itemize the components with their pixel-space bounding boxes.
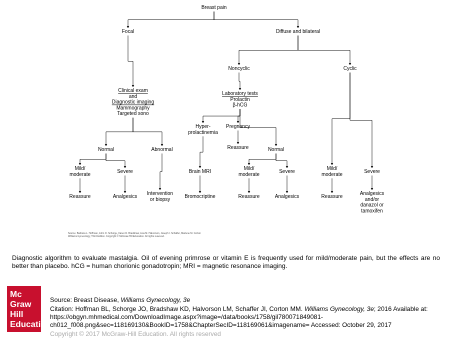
node-label: Noncyclic	[228, 66, 250, 72]
node-label: Mammography	[116, 105, 150, 112]
node-label: Breast pain	[201, 5, 227, 11]
node-label: Reassure	[238, 194, 260, 200]
node-label: moderate	[238, 171, 260, 178]
node-label: Mild/	[326, 166, 338, 172]
node-label: Reassure	[321, 194, 343, 200]
node-label: moderate	[69, 171, 91, 178]
copyright-notice: Copyright © 2017 McGraw-Hill Education. All rights reserved	[50, 331, 221, 338]
node-label: Pregnancy	[226, 124, 250, 130]
node-severe2	[279, 169, 295, 175]
arrowhead	[275, 144, 277, 146]
node-label: and	[128, 93, 138, 100]
credit-line: Williams Gynecology, Third Edition. Copyright © McGraw-Hill Education. All rights reserved.	[68, 235, 165, 238]
node-reassure1	[69, 194, 91, 200]
arrowhead	[297, 26, 299, 28]
node-label: Diffuse and bilateral	[275, 29, 321, 35]
source-book: Williams Gynecology, 3e	[120, 297, 191, 304]
node-label: Prolactin	[230, 96, 250, 103]
node-intervention	[147, 191, 173, 203]
node-clinical-exam	[112, 88, 154, 117]
node-analgesics-danazol	[360, 191, 385, 214]
node-severe3	[364, 169, 380, 175]
node-label: Clinical exam	[118, 88, 148, 94]
arrowhead	[124, 191, 126, 193]
logo-line: Graw	[10, 299, 32, 309]
node-abnormal	[151, 147, 172, 153]
node-label: Normal	[267, 147, 285, 153]
arrowhead	[202, 121, 204, 123]
node-reassure-pregnancy	[227, 145, 249, 151]
arrowhead	[238, 63, 240, 65]
source-line	[50, 297, 190, 305]
node-analgesics1	[113, 194, 138, 200]
citation-book: Williams Gynecology, 3e	[304, 306, 374, 313]
node-label: Laboratory tests	[222, 91, 258, 97]
node-label: and/or	[364, 196, 380, 203]
node-label: Intervention	[146, 191, 174, 197]
node-label: Severe	[117, 169, 133, 175]
node-focal	[122, 29, 134, 35]
node-label: Focal	[121, 29, 135, 35]
arrowhead	[286, 191, 288, 193]
node-label: Analgesics	[274, 194, 300, 200]
node-label: β-hCG	[232, 102, 248, 109]
node-label: Analgesics	[112, 194, 138, 200]
node-label: prolactinemia	[188, 129, 218, 136]
node-mild1	[69, 166, 90, 178]
node-normal-noncyclic	[268, 147, 284, 153]
arrowhead	[371, 188, 373, 190]
arrowhead	[79, 191, 81, 193]
citation	[50, 306, 442, 330]
arrowhead	[331, 163, 333, 165]
source-prefix: Source: Breast Disease,	[50, 297, 121, 304]
node-label: Mild/	[74, 166, 86, 172]
node-label: Normal	[97, 147, 115, 153]
node-label: Brain MRI	[188, 169, 212, 175]
node-label: Analgesics	[359, 191, 385, 197]
node-pregnancy	[226, 124, 250, 130]
node-label: moderate	[321, 171, 343, 178]
mcgraw-hill-education-logo	[7, 286, 52, 332]
logo-line: Mc	[10, 289, 22, 299]
node-label: Targeted sono	[117, 111, 149, 118]
logo-line: Education	[10, 319, 52, 329]
figure-credit	[68, 232, 201, 238]
arrowhead	[124, 166, 126, 168]
node-noncyclic	[228, 66, 250, 72]
arrowhead	[349, 63, 351, 65]
node-reassure2	[238, 194, 260, 200]
node-bromocriptine	[185, 194, 216, 200]
node-diffuse	[276, 29, 320, 35]
figure-caption: Diagnostic algorithm to evaluate mastalgia. Oil of evening primrose or vitamin E is frequently used for mild/moderate pain, but the effects are no better than placebo. hCG = human chorionic gonadotropin; MRI = magnetic resonance imaging.	[12, 255, 440, 271]
arrowhead	[79, 163, 81, 165]
arrowhead	[199, 166, 201, 168]
arrowhead	[105, 144, 107, 146]
arrowhead	[248, 163, 250, 165]
logo-line: Hill	[10, 309, 24, 319]
arrowhead	[331, 191, 333, 193]
node-label: Reassure	[227, 145, 249, 151]
node-brain-mri	[189, 169, 211, 175]
arrowhead	[127, 26, 129, 28]
node-label: Bromocriptine	[184, 194, 216, 200]
arrowhead	[161, 144, 163, 146]
node-label: Mild/	[243, 166, 255, 172]
node-label: Diagnostic imaging	[111, 99, 155, 106]
citation-prefix: Citation: Hoffman BL, Schorge JO, Bradshaw KD, Halvorson LM, Schaffer JI, Corton MM.	[50, 306, 305, 313]
node-label: Abnormal	[151, 147, 173, 153]
node-analgesics2	[275, 194, 300, 200]
node-mild2	[238, 166, 259, 178]
node-severe1	[117, 169, 133, 175]
node-label: Hyper-	[195, 124, 211, 130]
node-label: Severe	[364, 169, 380, 175]
citation-rest: ; 2016 Available at: https://obgyn.mhmedical.com/DownloadImage.aspx?image=/data/books/1758/gil780071849081-ch012_f008.png&sec=118169130&BookID=1758&ChapterSecID=118169061&imagename= Accessed: October 29, 2017	[50, 306, 428, 329]
arrowhead	[239, 88, 241, 90]
node-label: Severe	[279, 169, 295, 175]
arrowhead	[237, 121, 239, 123]
node-lab-tests	[222, 91, 258, 109]
arrowhead	[371, 166, 373, 168]
arrowhead	[132, 85, 134, 87]
arrowhead	[237, 142, 239, 144]
node-label: or biopsy	[149, 196, 171, 203]
node-label: Reassure	[69, 194, 91, 200]
node-mild3	[321, 166, 342, 178]
credit-line: Source: Barbara L. Hoffman, John O. Schorge, Karen D. Bradshaw, Lisa M. Halvorson, Joseph I. Schaffer, Marlene M. Corton	[68, 232, 201, 235]
node-hyperprolactinemia	[188, 124, 218, 136]
node-normal-focal	[98, 147, 114, 153]
node-breast-pain	[201, 5, 227, 11]
node-label: tamoxifen	[361, 208, 383, 215]
node-label: danazol or	[360, 202, 384, 209]
node-reassure3	[321, 194, 343, 200]
arrowhead	[286, 166, 288, 168]
node-label: Cyclic	[343, 66, 357, 72]
arrowhead	[248, 191, 250, 193]
node-cyclic	[343, 66, 357, 72]
arrowhead	[159, 188, 161, 190]
arrowhead	[199, 191, 201, 193]
